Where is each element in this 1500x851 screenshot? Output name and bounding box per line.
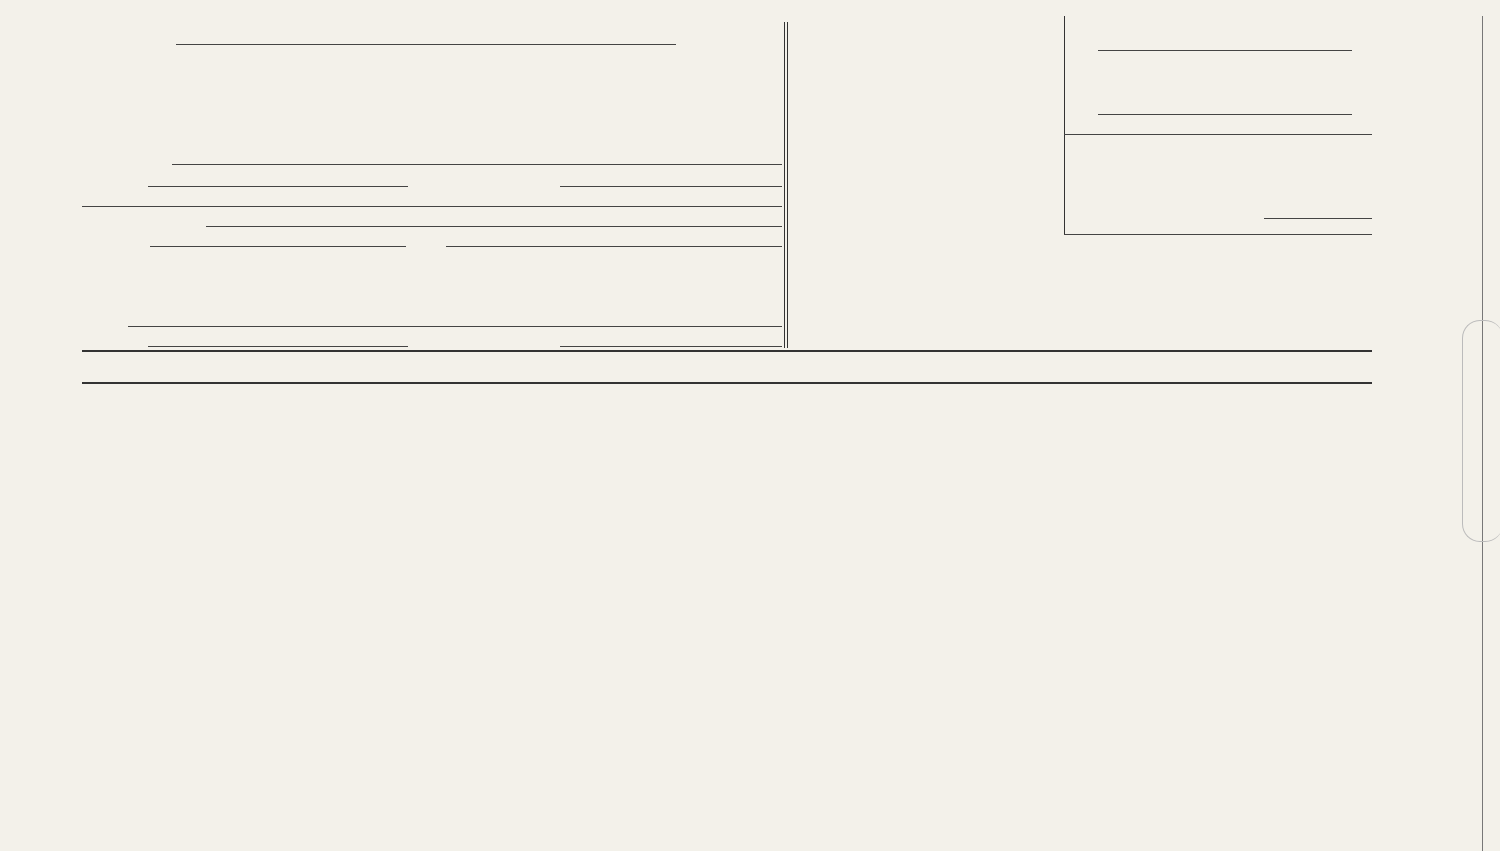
page-fold-mark <box>1462 320 1500 542</box>
idbox-left-border <box>1064 16 1065 234</box>
table-top-border <box>82 350 1372 352</box>
her-father-line <box>148 346 408 347</box>
husband-name-line <box>176 44 676 45</box>
info-col-left-border-2 <box>787 22 788 348</box>
wife-born-line <box>150 246 406 247</box>
other-wives-line <box>172 164 782 165</box>
his-mother-line <box>560 186 782 187</box>
husband-full-line <box>1098 50 1352 51</box>
his-father-line <box>148 186 408 187</box>
state-line <box>1264 218 1372 219</box>
her-mother-line <box>560 346 782 347</box>
other-husb-line <box>128 326 782 327</box>
wife-name-line <box>206 226 782 227</box>
idbox-bottom-border <box>1064 234 1372 235</box>
table-header-bottom <box>82 382 1372 384</box>
divider-line <box>82 206 782 207</box>
wife-born-where-line <box>446 246 782 247</box>
wife-maiden-line <box>1098 114 1352 115</box>
idbox-mid-border <box>1064 134 1372 135</box>
info-col-left-border <box>784 22 785 348</box>
